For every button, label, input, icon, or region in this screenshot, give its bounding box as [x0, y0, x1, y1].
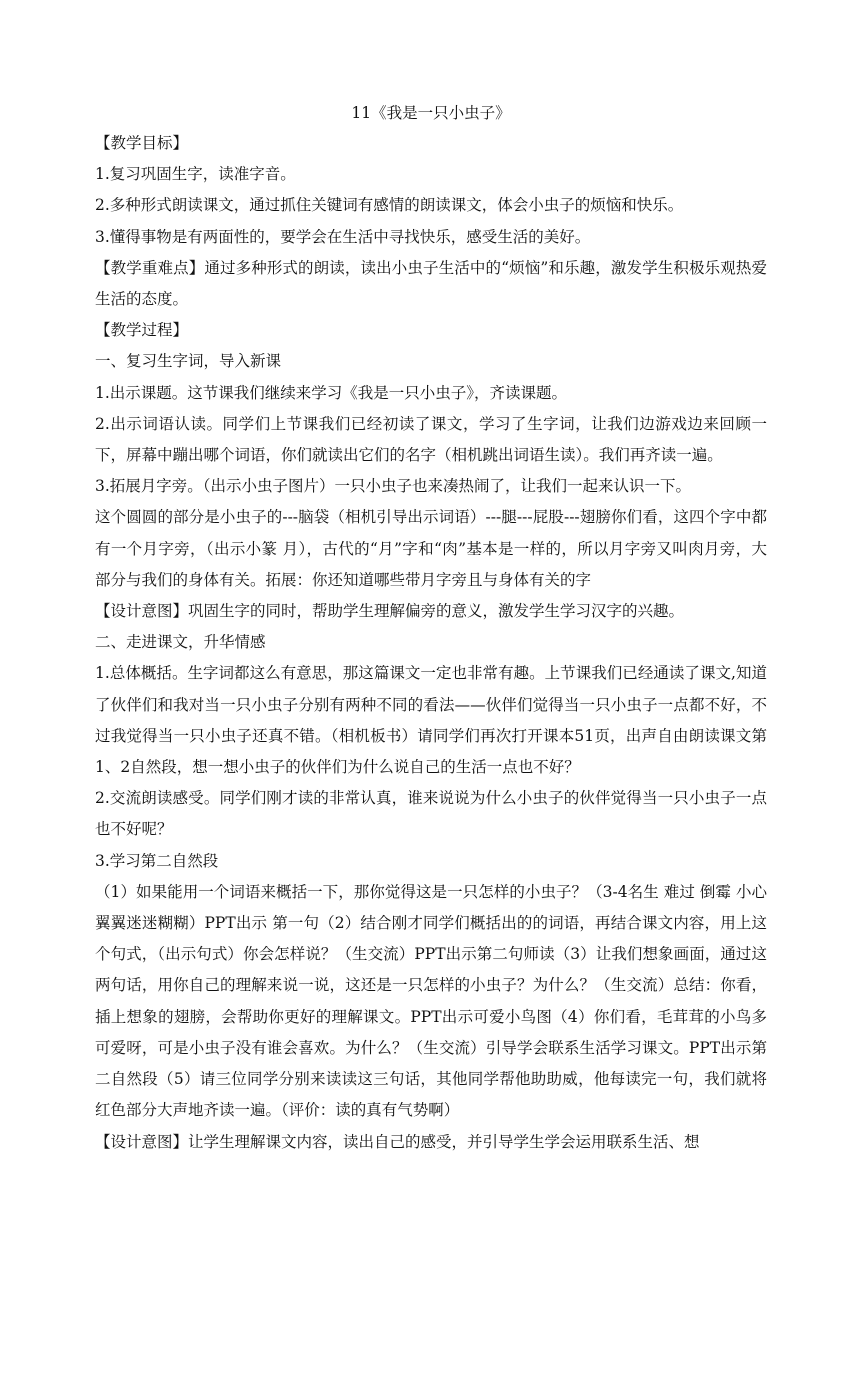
document-title: 11《我是一只小虫子》: [351, 104, 511, 122]
body-paragraph: 3.学习第二自然段: [95, 851, 219, 870]
section-heading-process: 【教学过程】: [95, 321, 189, 340]
subsection-heading: 二、走进课文，升华情感: [95, 633, 266, 652]
body-paragraph: 3.拓展月字旁。（出示小虫子图片）一只小虫子也来凑热闹了，让我们一起来认识一下。: [95, 477, 692, 496]
body-paragraph: 1.出示课题。这节课我们继续来学习《我是一只小虫子》，齐读课题。: [95, 383, 568, 402]
key-difficulty-paragraph: 【教学重难点】通过多种形式的朗读，读出小虫子生活中的“烦恼”和乐趣，激发学生积极乐观热爱生活的态度。: [95, 258, 767, 309]
body-paragraph: （1）如果能用一个词语来概括一下，那你觉得这是一只怎样的小虫子？（3-4名生 难过 倒霉 小心翼翼迷迷糊糊）PPT出示 第一句（2）结合刚才同学们概括出的的词语，再结合课文内容，用上这个句式，（出示句式）你会怎样说？（生交流）PPT出示第二句师读（3）让我们想象画面，通过这两句话，用你自己的理解来说一说，这还是一只怎样的小虫子？为什么？（生交流）总结：你看，插上想象的翅膀，会帮助你更好的理解课文。PPT出示可爱小鸟图（4）你们看，毛茸茸的小鸟多可爱呀，可是小虫子没有谁会喜欢。为什么？（生交流）引导学会联系生活学习课文。PPT出示第二自然段（5）请三位同学分别来读读这三句话，其他同学帮他助助威，他每读完一句，我们就将红色部分大声地齐读一遍。（评价：读的真有气势啊）: [95, 882, 767, 1120]
body-paragraph: 这个圆圆的部分是小虫子的---脑袋（相机引导出示词语）---腿---屁股---翅膀你们看，这四个字中都有一个月字旁，（出示小篆 月），古代的“月”字和“肉”基本是一样的，所以月字旁又叫肉月旁，大部分与我们的身体有关。拓展：你还知道哪些带月字旁且与身体有关的字: [95, 508, 767, 589]
objective-item: 2.多种形式朗读课文，通过抓住关键词有感情的朗读课文，体会小虫子的烦恼和快乐。: [95, 196, 684, 215]
objective-item: 3.懂得事物是有两面性的，要学会在生活中寻找快乐，感受生活的美好。: [95, 227, 591, 246]
document-page: [95, 98, 767, 1158]
design-intent-paragraph: 【设计意图】让学生理解课文内容，读出自己的感受，并引导学生学会运用联系生活、想: [95, 1132, 700, 1151]
section-heading-objectives: 【教学目标】: [95, 134, 189, 152]
body-paragraph: 2.交流朗读感受。同学们刚才读的非常认真，谁来说说为什么小虫子的伙伴觉得当一只小虫子一点也不好呢？: [95, 789, 767, 839]
body-paragraph: 2.出示词语认读。同学们上节课我们已经初读了课文，学习了生字词，让我们边游戏边来回顾一下，屏幕中蹦出哪个词语，你们就读出它们的名字（相机跳出词语生读）。我们再齐读一遍。: [95, 414, 767, 465]
subsection-heading: 一、复习生字词，导入新课: [95, 352, 282, 371]
design-intent-paragraph: 【设计意图】巩固生字的同时，帮助学生理解偏旁的意义，激发学生学习汉字的兴趣。: [95, 602, 685, 621]
objective-item: 1.复习巩固生字，读准字音。: [95, 165, 296, 184]
body-paragraph: 1.总体概括。生字词都这么有意思，那这篇课文一定也非常有趣。上节课我们已经通读了课文,知道了伙伴们和我对当一只小虫子分别有两种不同的看法——伙伴们觉得当一只小虫子一点都不好，不过我觉得当一只小虫子还真不错。（相机板书）请同学们再次打开课本51页，出声自由朗读课文第1、2自然段，想一想小虫子的伙伴们为什么说自己的生活一点也不好？: [95, 664, 767, 777]
